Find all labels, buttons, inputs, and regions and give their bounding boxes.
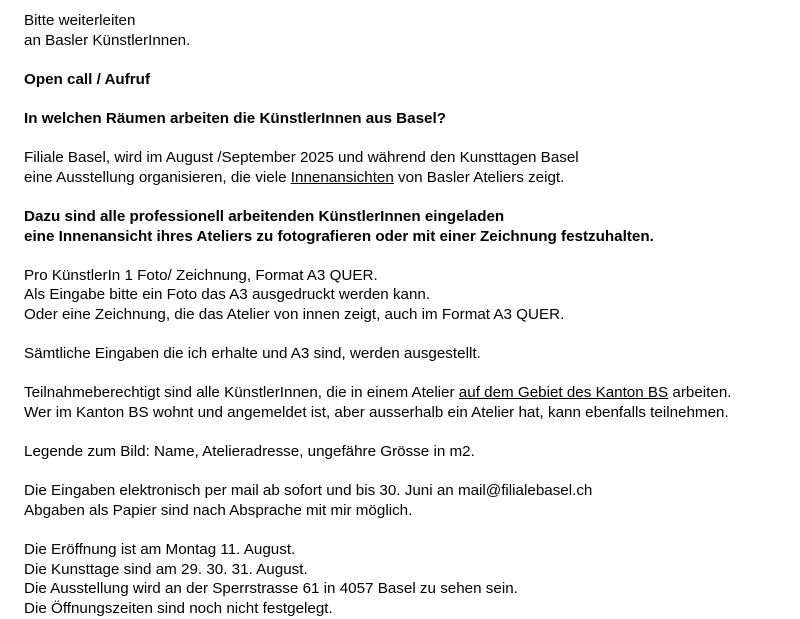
- spacer: [24, 364, 794, 384]
- para1-line-1: Filiale Basel, wird im August /September 2025 und während den Kunsttagen Basel: [24, 149, 579, 167]
- format-line-3: Oder eine Zeichnung, die das Atelier von innen zeigt, auch im Format A3 QUER.: [24, 305, 565, 323]
- dates-line-3: Die Ausstellung wird an der Sperrstrasse 61 in 4057 Basel zu sehen sein.: [24, 580, 518, 598]
- para1-line-2: [24, 168, 794, 188]
- spacer: [24, 246, 794, 266]
- spacer: [24, 89, 794, 109]
- spacer: [24, 325, 794, 345]
- intro-line-2: an Basler KünstlerInnen.: [24, 31, 191, 49]
- document-body: [24, 11, 794, 618]
- innenansichten-underlined: Innenansichten: [290, 168, 394, 186]
- question-heading: In welchen Räumen arbeiten die KünstlerInnen aus Basel?: [24, 109, 446, 127]
- submission-line-2: Abgaben als Papier sind nach Absprache mit mir möglich.: [24, 501, 413, 519]
- eligibility-line-1-post: arbeiten.: [668, 384, 732, 402]
- spacer: [24, 129, 794, 149]
- spacer: [24, 187, 794, 207]
- spacer: [24, 50, 794, 70]
- intro-line-1: Bitte weiterleiten: [24, 12, 136, 29]
- spacer: [24, 422, 794, 442]
- submission-line-1: Die Eingaben elektronisch per mail ab sofort und bis 30. Juni an mail@filialebasel.ch: [24, 482, 593, 500]
- dates-line-4: Die Öffnungszeiten sind noch nicht festgelegt.: [24, 599, 333, 617]
- open-call-heading: Open call / Aufruf: [24, 70, 151, 88]
- format-line-1: Pro KünstlerIn 1 Foto/ Zeichnung, Format A3 QUER.: [24, 266, 378, 284]
- para1-line-2-post: von Basler Ateliers zeigt.: [393, 168, 565, 186]
- eligibility-line-1: [24, 383, 794, 403]
- invitation-line-1: Dazu sind alle professionell arbeitenden KünstlerInnen eingeladen: [24, 207, 505, 225]
- kanton-bs-underlined: auf dem Gebiet des Kanton BS: [458, 384, 669, 402]
- spacer: [24, 520, 794, 540]
- dates-line-1: Die Eröffnung ist am Montag 11. August.: [24, 541, 296, 559]
- dates-line-2: Die Kunsttage sind am 29. 30. 31. August.: [24, 560, 308, 578]
- para1-line-2-pre: eine Ausstellung organisieren, die viele: [24, 168, 291, 186]
- legend-note: Legende zum Bild: Name, Atelieradresse, ungefähre Grösse in m2.: [24, 443, 475, 461]
- spacer: [24, 462, 794, 482]
- invitation-line-2: eine Innenansicht ihres Ateliers zu fotografieren oder mit einer Zeichnung festzuhalten.: [24, 227, 654, 245]
- format-line-2: Als Eingabe bitte ein Foto das A3 ausgedruckt werden kann.: [24, 286, 431, 304]
- eligibility-line-2: Wer im Kanton BS wohnt und angemeldet ist, aber ausserhalb ein Atelier hat, kann ebenfalls teilnehmen.: [24, 403, 729, 421]
- eligibility-line-1-pre: Teilnahmeberechtigt sind alle KünstlerInnen, die in einem Atelier: [24, 384, 459, 402]
- exhibit-note: Sämtliche Eingaben die ich erhalte und A3 sind, werden ausgestellt.: [24, 345, 481, 363]
